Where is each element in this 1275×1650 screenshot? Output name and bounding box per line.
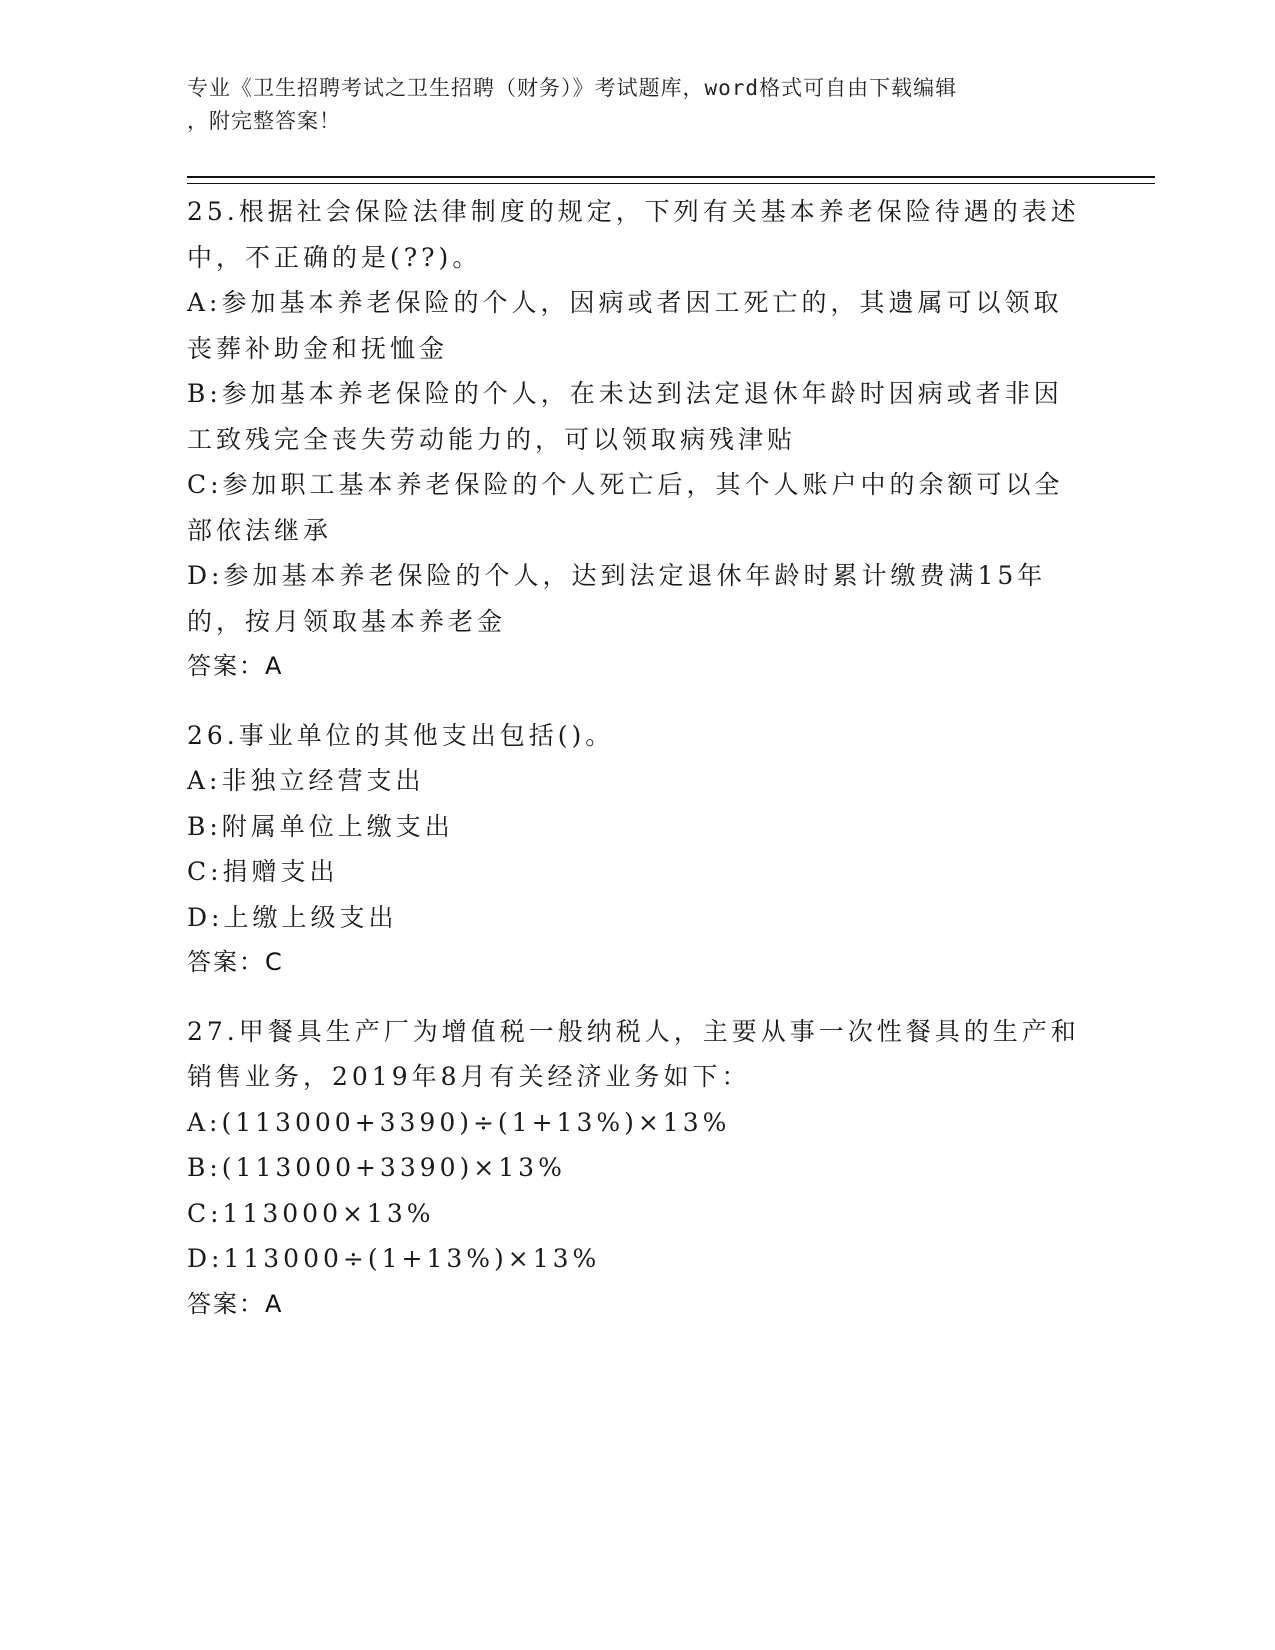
option-c: 部依法继承: [187, 515, 333, 545]
question-stem: 26.事业单位的其他支出包括()。: [187, 720, 615, 750]
question-27: [187, 1009, 1087, 1328]
question-list: [187, 189, 1087, 1350]
header-divider-thin: [187, 183, 1155, 184]
question-stem: 27.甲餐具生产厂为增值税一般纳税人，主要从事一次性餐具的生产和: [187, 1016, 1080, 1046]
option-d: D:113000÷(1+13%)×13%: [187, 1244, 601, 1273]
option-b: B:(113000+3390)×13%: [187, 1153, 566, 1182]
option-a: 丧葬补助金和抚恤金: [187, 333, 449, 363]
document-header: [187, 72, 1067, 138]
option-b: 工致残完全丧失劳动能力的，可以领取病残津贴: [187, 424, 797, 454]
option-c: C:参加职工基本养老保险的个人死亡后，其个人账户中的余额可以全: [187, 470, 1064, 499]
question-25: [187, 189, 1087, 690]
option-a: A:(113000+3390)÷(1+13%)×13%: [187, 1107, 731, 1137]
question-stem: 25.根据社会保险法律制度的规定，下列有关基本养老保险待遇的表述: [187, 197, 1080, 226]
option-a: A:参加基本养老保险的个人，因病或者因工死亡的，其遗属可以领取: [187, 288, 1063, 317]
question-26: [187, 713, 1087, 986]
header-divider-thick: [187, 176, 1155, 178]
option-b: B:参加基本养老保险的个人，在未达到法定退休年龄时因病或者非因: [187, 379, 1063, 408]
header-line-1: 专业《卫生招聘考试之卫生招聘（财务）》考试题库，word格式可自由下载编辑: [187, 76, 958, 100]
option-c: C:113000×13%: [187, 1198, 435, 1228]
answer-label: 答案：A: [187, 652, 284, 680]
header-line-2: ，附完整答案！: [187, 109, 341, 133]
option-b: B:附属单位上缴支出: [187, 811, 454, 841]
option-d: D:上缴上级支出: [187, 902, 398, 932]
option-c: C:捐赠支出: [187, 857, 339, 886]
option-d: 的，按月领取基本养老金: [187, 606, 507, 636]
answer-label: 答案：A: [187, 1289, 284, 1318]
question-stem: 销售业务，2019年8月有关经济业务如下：: [187, 1062, 751, 1091]
answer-label: 答案：C: [187, 948, 284, 976]
question-stem: 中，不正确的是(??)。: [187, 242, 482, 272]
option-d: D:参加基本养老保险的个人，达到法定退休年龄时累计缴费满15年: [187, 561, 1047, 590]
option-a: A:非独立经营支出: [187, 766, 425, 795]
